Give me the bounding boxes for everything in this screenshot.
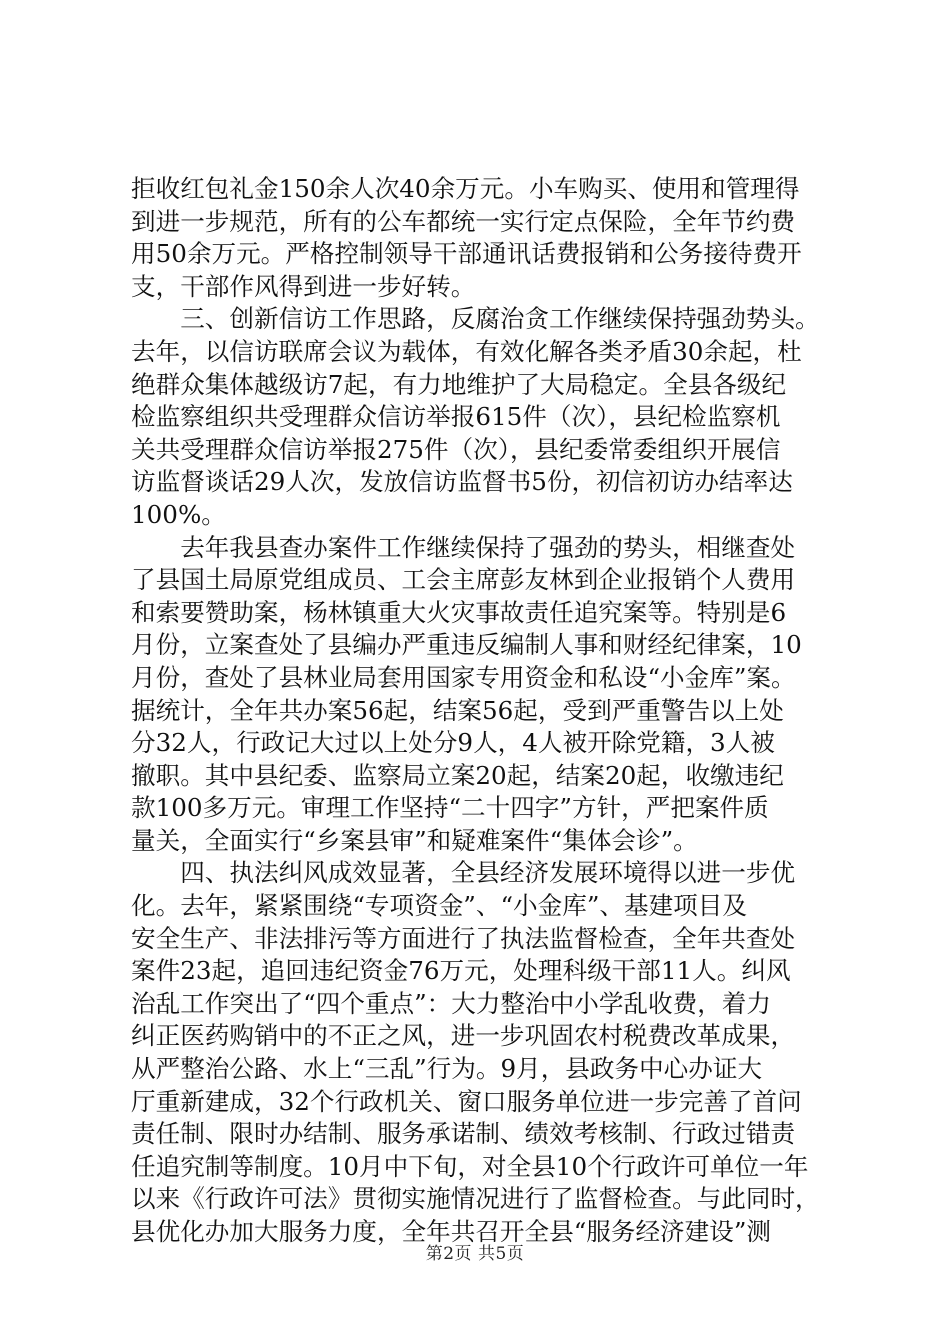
text-line: 用50余万元。严格控制领导干部通讯话费报销和公务接待费开 bbox=[131, 239, 802, 269]
text-line: 量关，全面实行“乡案县审”和疑难案件“集体会诊”。 bbox=[131, 825, 698, 855]
text-line: 检监察组织共受理群众信访举报615件（次），县纪检监察机 bbox=[131, 402, 781, 432]
text-line: 去年，以信访联席会议为载体，有效化解各类矛盾30余起，杜 bbox=[131, 336, 802, 366]
text-line: 任追究制等制度。10月中下旬，对全县10个行政许可单位一年 bbox=[131, 1151, 809, 1181]
text-line: 治乱工作突出了“四个重点”：大力整治中小学乱收费，着力 bbox=[131, 988, 771, 1018]
text-line: 据统计，全年共办案56起，结案56起，受到严重警告以上处 bbox=[131, 695, 784, 725]
text-line: 支，干部作风得到进一步好转。 bbox=[131, 271, 476, 301]
text-line: 厅重新建成，32个行政机关、窗口服务单位进一步完善了首问 bbox=[131, 1086, 802, 1116]
text-line: 安全生产、非法排污等方面进行了执法监督检查，全年共查处 bbox=[131, 923, 796, 953]
text-line: 责任制、限时办结制、服务承诺制、绩效考核制、行政过错责 bbox=[131, 1119, 796, 1149]
text-line: 从严整治公路、水上“三乱”行为。9月，县政务中心办证大 bbox=[131, 1054, 763, 1084]
text-line: 分32人，行政记大过以上处分9人，4人被开除党籍，3人被 bbox=[131, 728, 775, 758]
text-line: 到进一步规范，所有的公车都统一实行定点保险，全年节约费 bbox=[131, 206, 796, 236]
text-line: 款100多万元。审理工作坚持“二十四字”方针，严把案件质 bbox=[131, 793, 769, 823]
document-body bbox=[131, 173, 851, 1249]
text-line: 去年我县查办案件工作继续保持了强劲的势头，相继查处 bbox=[131, 532, 796, 562]
text-line: 以来《行政许可法》贯彻实施情况进行了监督检查。与此同时， bbox=[131, 1184, 820, 1214]
text-line: 县优化办加大服务力度，全年共召开全县“服务经济建设”测 bbox=[131, 1217, 771, 1246]
text-line: 撤职。其中县纪委、监察局立案20起，结案20起，收缴违纪 bbox=[131, 760, 784, 790]
text-line: 100%。 bbox=[131, 499, 226, 529]
text-line: 纠正医药购销中的不正之风，进一步巩固农村税费改革成果， bbox=[131, 1021, 796, 1051]
text-line: 四、执法纠风成效显著，全县经济发展环境得以进一步优 bbox=[131, 858, 796, 888]
text-line: 了县国土局原党组成员、工会主席彭友林到企业报销个人费用 bbox=[131, 565, 796, 595]
text-line: 和索要赞助案，杨林镇重大火灾事故责任追究案等。特别是6 bbox=[131, 597, 787, 627]
text-line: 月份，立案查处了县编办严重违反编制人事和财经纪律案，10 bbox=[131, 630, 802, 660]
text-line: 三、创新信访工作思路，反腐治贪工作继续保持强劲势头。 bbox=[131, 304, 820, 334]
text-line: 访监督谈话29人次，发放信访监督书5份，初信初访办结率达 bbox=[131, 467, 793, 497]
text-line: 关共受理群众信访举报275件（次），县纪委常委组织开展信 bbox=[131, 434, 781, 464]
text-line: 化。去年，紧紧围绕“专项资金”、“小金库”、基建项目及 bbox=[131, 891, 747, 921]
text-line: 月份，查处了县林业局套用国家专用资金和私设“小金库”案。 bbox=[131, 662, 796, 692]
text-line: 绝群众集体越级访7起，有力地维护了大局稳定。全县各级纪 bbox=[131, 369, 787, 399]
text-line: 拒收红包礼金150余人次40余万元。小车购买、使用和管理得 bbox=[131, 174, 800, 203]
text-line: 案件23起，追回违纪资金76万元，处理科级干部11人。纠风 bbox=[131, 956, 791, 986]
page-footer: 第2页 共5页 bbox=[425, 1244, 525, 1264]
